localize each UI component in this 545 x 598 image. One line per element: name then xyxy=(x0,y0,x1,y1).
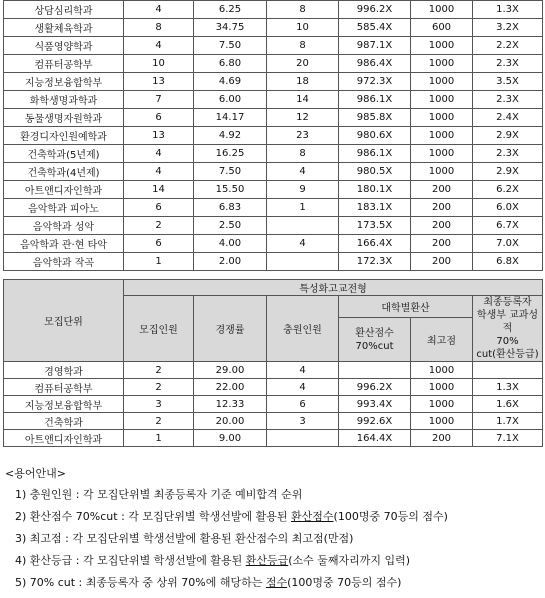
table-cell: 166.4X xyxy=(339,235,411,253)
table-cell: 환경디자인원예학과 xyxy=(4,127,124,145)
term-text-end: (100명중 70등의 점수) xyxy=(333,510,448,523)
table-cell: 2.3X xyxy=(473,91,543,109)
table-cell: 8 xyxy=(267,145,339,163)
table-cell: 4 xyxy=(267,362,339,379)
table-cell: 986.4X xyxy=(339,55,411,73)
table-cell: 1000 xyxy=(411,145,473,163)
table-cell: 585.4X xyxy=(339,19,411,37)
table-cell: 1000 xyxy=(411,396,473,413)
table-cell: 아트앤디자인학과 xyxy=(4,181,124,199)
table-cell: 1 xyxy=(267,199,339,217)
table-cell: 1 xyxy=(124,253,194,271)
table-row xyxy=(4,430,543,447)
header-group: 특성화고교전형 xyxy=(124,280,543,296)
table-row xyxy=(4,163,543,181)
table-cell: 1000 xyxy=(411,55,473,73)
table-cell: 2.9X xyxy=(473,163,543,181)
table-cell: 6.7X xyxy=(473,217,543,235)
table-cell: 986.1X xyxy=(339,91,411,109)
table-row xyxy=(4,19,543,37)
table-cell: 7.1X xyxy=(473,430,543,447)
table-cell: 200 xyxy=(411,253,473,271)
table-cell xyxy=(473,362,543,379)
table-cell: 6 xyxy=(124,109,194,127)
table-cell: 상담심리학과 xyxy=(4,1,124,19)
table-cell: 987.1X xyxy=(339,37,411,55)
table-cell: 3 xyxy=(267,413,339,430)
term-text: 5) 70% cut : 최종등록자 중 상위 70%에 해당하는 xyxy=(15,576,266,589)
table-cell: 2.3X xyxy=(473,55,543,73)
table-cell: 6.8X xyxy=(473,253,543,271)
table-cell: 1000 xyxy=(411,127,473,145)
table-cell: 4 xyxy=(267,379,339,396)
table-cell: 2 xyxy=(124,379,194,396)
table-cell: 6.80 xyxy=(194,55,267,73)
table-cell: 2.00 xyxy=(194,253,267,271)
table-row xyxy=(4,55,543,73)
specialized-results-body xyxy=(4,362,543,447)
table-cell: 200 xyxy=(411,199,473,217)
table-cell: 7.50 xyxy=(194,163,267,181)
table-row xyxy=(4,181,543,199)
table-cell: 14.17 xyxy=(194,109,267,127)
table-cell: 6.00 xyxy=(194,91,267,109)
table-cell: 980.5X xyxy=(339,163,411,181)
table-cell: 건축학과(4년제) xyxy=(4,163,124,181)
table-cell: 2 xyxy=(124,362,194,379)
terms-guide xyxy=(5,465,540,598)
table-cell: 10 xyxy=(267,19,339,37)
table-cell: 6 xyxy=(267,396,339,413)
table-cell: 200 xyxy=(411,430,473,447)
table-cell: 음악학과 관·현 타악 xyxy=(4,235,124,253)
table-cell: 경영학과 xyxy=(4,362,124,379)
table-row xyxy=(4,37,543,55)
table-cell: 8 xyxy=(124,19,194,37)
table-cell: 7 xyxy=(124,91,194,109)
term-item xyxy=(15,488,540,502)
table-cell: 4.69 xyxy=(194,73,267,91)
table-cell: 1.7X xyxy=(473,413,543,430)
table-cell: 7.50 xyxy=(194,37,267,55)
table-cell: 6 xyxy=(124,199,194,217)
term-text: 4) 환산등급 : 각 모집단위별 학생선발에 활용된 xyxy=(15,554,246,567)
table-row xyxy=(4,1,543,19)
table-cell: 8 xyxy=(267,1,339,19)
header-competition: 경쟁률 xyxy=(194,296,267,362)
term-item xyxy=(15,554,540,568)
table-cell: 20 xyxy=(267,55,339,73)
table-cell xyxy=(267,430,339,447)
table-cell: 183.1X xyxy=(339,199,411,217)
table-cell: 지능정보융합학부 xyxy=(4,73,124,91)
table-cell: 4 xyxy=(267,163,339,181)
table-cell: 34.75 xyxy=(194,19,267,37)
table-cell: 음악학과 피아노 xyxy=(4,199,124,217)
header-unit: 모집단위 xyxy=(4,280,124,362)
term-item xyxy=(15,532,540,546)
table-cell: 6.25 xyxy=(194,1,267,19)
table-cell: 1000 xyxy=(411,91,473,109)
table-cell: 음악학과 성악 xyxy=(4,217,124,235)
table-cell: 4.92 xyxy=(194,127,267,145)
table-cell: 972.3X xyxy=(339,73,411,91)
table-cell: 4 xyxy=(124,163,194,181)
table-row xyxy=(4,253,543,271)
table-cell: 29.00 xyxy=(194,362,267,379)
table-cell: 10 xyxy=(124,55,194,73)
table-cell: 2.2X xyxy=(473,37,543,55)
table-row xyxy=(4,362,543,379)
table-cell: 2.4X xyxy=(473,109,543,127)
table-row xyxy=(4,413,543,430)
table-cell: 1000 xyxy=(411,163,473,181)
table-cell: 1000 xyxy=(411,1,473,19)
table-cell: 996.2X xyxy=(339,379,411,396)
table-cell: 2 xyxy=(124,413,194,430)
table-cell: 180.1X xyxy=(339,181,411,199)
table-cell xyxy=(267,253,339,271)
table-cell: 15.50 xyxy=(194,181,267,199)
table-cell: 식품영양학과 xyxy=(4,37,124,55)
table-cell: 4 xyxy=(267,235,339,253)
table-cell xyxy=(267,217,339,235)
table-cell: 986.1X xyxy=(339,145,411,163)
table-cell: 3.2X xyxy=(473,19,543,37)
term-text-end: (소수 둘째자리까지 입력) xyxy=(288,554,411,567)
table-cell: 1 xyxy=(124,430,194,447)
table-cell: 996.2X xyxy=(339,1,411,19)
table-row xyxy=(4,127,543,145)
table-cell: 16.25 xyxy=(194,145,267,163)
table-cell: 600 xyxy=(411,19,473,37)
specialized-high-school-table xyxy=(3,279,543,447)
table-row xyxy=(4,396,543,413)
table-cell: 980.6X xyxy=(339,127,411,145)
table-row xyxy=(4,91,543,109)
header-additional: 충원인원 xyxy=(267,296,339,362)
terms-list xyxy=(5,488,540,590)
table-cell: 8 xyxy=(267,37,339,55)
table-row xyxy=(4,199,543,217)
table-cell: 1000 xyxy=(411,362,473,379)
table-cell: 2.9X xyxy=(473,127,543,145)
table-cell: 생활체육학과 xyxy=(4,19,124,37)
term-highlight: 환산점수 xyxy=(291,510,334,523)
table-cell: 2.3X xyxy=(473,145,543,163)
table-row xyxy=(4,235,543,253)
table-cell: 200 xyxy=(411,217,473,235)
table-cell: 6.0X xyxy=(473,199,543,217)
table-cell: 200 xyxy=(411,235,473,253)
header-final-grade: 최종등록자 학생부 교과성적 70% cut(환산등급) xyxy=(473,296,543,362)
term-text: 1) 충원인원 : 각 모집단위별 최종등록자 기준 예비합격 순위 xyxy=(15,488,303,501)
table-cell: 985.8X xyxy=(339,109,411,127)
table-cell xyxy=(339,362,411,379)
table-cell: 164.4X xyxy=(339,430,411,447)
table-cell: 4 xyxy=(124,37,194,55)
table-cell: 1000 xyxy=(411,413,473,430)
table-cell: 건축학과(5년제) xyxy=(4,145,124,163)
table-cell: 14 xyxy=(267,91,339,109)
table-cell: 12.33 xyxy=(194,396,267,413)
table-cell: 1.3X xyxy=(473,379,543,396)
header-score-group: 대학별환산 xyxy=(339,296,473,318)
table-cell: 3.5X xyxy=(473,73,543,91)
table-cell: 지능정보융합학부 xyxy=(4,396,124,413)
term-highlight: 점수 xyxy=(265,576,288,589)
table-cell: 아트앤디자인학과 xyxy=(4,430,124,447)
terms-guide-title: <용어안내> xyxy=(5,467,66,480)
table-cell: 6.2X xyxy=(473,181,543,199)
table-cell: 4 xyxy=(124,1,194,19)
table-row xyxy=(4,217,543,235)
table-cell: 22.00 xyxy=(194,379,267,396)
admission-results-table xyxy=(3,0,543,271)
term-item xyxy=(15,576,540,590)
term-highlight: 환산등급 xyxy=(245,554,289,567)
header-recruit: 모집인원 xyxy=(124,296,194,362)
table-cell: 동물생명자원학과 xyxy=(4,109,124,127)
table-cell: 20.00 xyxy=(194,413,267,430)
table-cell: 컴퓨터공학부 xyxy=(4,379,124,396)
table-cell: 2.50 xyxy=(194,217,267,235)
table-row xyxy=(4,73,543,91)
table-cell: 음악학과 작곡 xyxy=(4,253,124,271)
table-cell: 9 xyxy=(267,181,339,199)
table-cell: 173.5X xyxy=(339,217,411,235)
table-cell: 6.83 xyxy=(194,199,267,217)
table-cell: 1000 xyxy=(411,109,473,127)
table-cell: 12 xyxy=(267,109,339,127)
term-item xyxy=(15,510,540,524)
table-row xyxy=(4,145,543,163)
table-cell: 3 xyxy=(124,396,194,413)
term-text-end: (100명중 70등의 점수) xyxy=(287,576,402,589)
table-row xyxy=(4,109,543,127)
table-row xyxy=(4,379,543,396)
header-max-score: 최고점 xyxy=(411,318,473,362)
admission-results-body xyxy=(4,1,543,271)
table-cell: 1000 xyxy=(411,73,473,91)
table-cell: 9.00 xyxy=(194,430,267,447)
table-cell: 1000 xyxy=(411,37,473,55)
table-cell: 4 xyxy=(124,145,194,163)
table-cell: 992.6X xyxy=(339,413,411,430)
term-text: 3) 최고점 : 각 모집단위별 학생선발에 활용된 환산점수의 최고점(만점) xyxy=(15,532,354,545)
table-cell: 건축학과 xyxy=(4,413,124,430)
table-cell: 172.3X xyxy=(339,253,411,271)
table-cell: 13 xyxy=(124,73,194,91)
term-text: 2) 환산점수 70%cut : 각 모집단위별 학생선발에 활용된 xyxy=(15,510,292,523)
table-cell: 컴퓨터공학부 xyxy=(4,55,124,73)
table-cell: 18 xyxy=(267,73,339,91)
table-cell: 화학생명과학과 xyxy=(4,91,124,109)
table-cell: 7.0X xyxy=(473,235,543,253)
table-cell: 200 xyxy=(411,181,473,199)
table-cell: 13 xyxy=(124,127,194,145)
header-score-70: 환산점수 70%cut xyxy=(339,318,411,362)
table-cell: 6 xyxy=(124,235,194,253)
table-cell: 2 xyxy=(124,217,194,235)
table-cell: 23 xyxy=(267,127,339,145)
table-cell: 993.4X xyxy=(339,396,411,413)
table-cell: 14 xyxy=(124,181,194,199)
table-cell: 1000 xyxy=(411,379,473,396)
table-cell: 1.3X xyxy=(473,1,543,19)
table-cell: 4.00 xyxy=(194,235,267,253)
table-cell: 1.6X xyxy=(473,396,543,413)
